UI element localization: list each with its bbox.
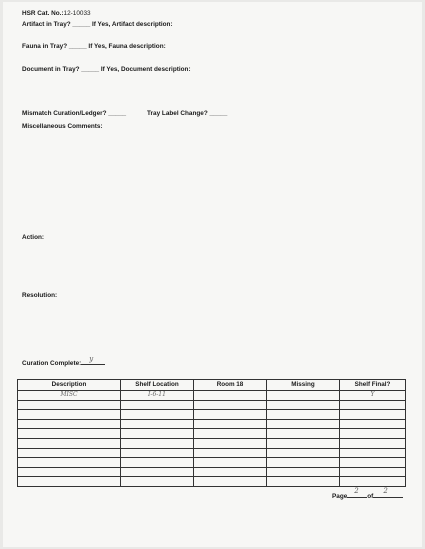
table-cell [18,400,121,410]
table-row [18,429,406,439]
artifact-question: Artifact in Tray? _____ If Yes, Artifact description: [22,21,173,28]
table-row [18,467,406,477]
table-cell [121,410,194,420]
table-cell [340,400,406,410]
table-cell [267,477,340,487]
table-cell [121,438,194,448]
table-cell [18,448,121,458]
of-label: of [367,493,374,500]
table-cell [121,467,194,477]
catalog-number-value: 12-10033 [63,10,91,17]
table-cell [340,429,406,439]
table-cell [267,448,340,458]
page-label: Page [332,493,348,500]
page-number-blank [347,487,367,498]
table-row [18,419,406,429]
catalog-number-label: HSR Cat. No.: [22,10,64,17]
table-cell [194,391,267,401]
table-cell [267,458,340,468]
form-page [3,2,422,547]
col-header-description: Description [18,380,121,391]
table-cell [340,410,406,420]
col-header-shelf-final: Shelf Final? [340,380,406,391]
table-cell: Y [340,391,406,401]
table-cell [194,429,267,439]
table-cell [340,419,406,429]
table-header-row [18,380,406,391]
curation-complete-label: Curation Complete: [22,360,82,367]
table-row [18,410,406,420]
table-cell [194,410,267,420]
table-cell [340,448,406,458]
table-row [18,448,406,458]
table-row [18,391,406,401]
table-cell [121,429,194,439]
table-cell [267,429,340,439]
inventory-table [17,379,406,487]
table-cell [267,410,340,420]
table-cell [18,438,121,448]
table-cell [18,467,121,477]
table-cell [18,477,121,487]
document-question: Document in Tray? _____ If Yes, Document description: [22,66,191,73]
mismatch-question: Mismatch Curation/Ledger? _____ [22,110,127,117]
table-cell [267,391,340,401]
table-cell [18,429,121,439]
table-row [18,477,406,487]
table-cell [194,419,267,429]
fauna-question: Fauna in Tray? _____ If Yes, Fauna description: [22,43,166,50]
page-total: 2 [383,487,388,495]
table-row [18,438,406,448]
table-cell [121,419,194,429]
table-cell [267,467,340,477]
col-header-missing: Missing [267,380,340,391]
table-cell [194,448,267,458]
misc-comments-label: Miscellaneous Comments: [22,123,103,130]
page-indicator [332,487,403,501]
table-row [18,400,406,410]
table-cell [121,448,194,458]
curation-complete-blank [81,355,105,365]
table-cell [194,467,267,477]
action-label: Action: [22,234,45,241]
table-cell [267,400,340,410]
table-cell [340,438,406,448]
catalog-number [22,10,91,18]
col-header-shelf-location: Shelf Location [121,380,194,391]
table-cell [121,477,194,487]
table-cell [194,400,267,410]
table-cell [194,477,267,487]
table-cell [340,458,406,468]
tray-label-question: Tray Label Change? _____ [147,110,228,117]
table-cell [18,419,121,429]
table-cell [121,400,194,410]
table-row [18,458,406,468]
table-cell: I-6-11 [121,391,194,401]
table-cell [267,438,340,448]
table-cell [18,458,121,468]
curation-complete [22,355,105,368]
table-cell [18,410,121,420]
table-cell [194,458,267,468]
table-cell [340,477,406,487]
page-total-blank [373,487,403,498]
table-cell [194,438,267,448]
table-cell [267,419,340,429]
table-cell [121,458,194,468]
resolution-label: Resolution: [22,292,58,299]
table-cell [340,467,406,477]
col-header-room-18: Room 18 [194,380,267,391]
table-cell: MISC [18,391,121,401]
curation-complete-mark: y [89,355,94,363]
page-number: 2 [354,487,359,495]
